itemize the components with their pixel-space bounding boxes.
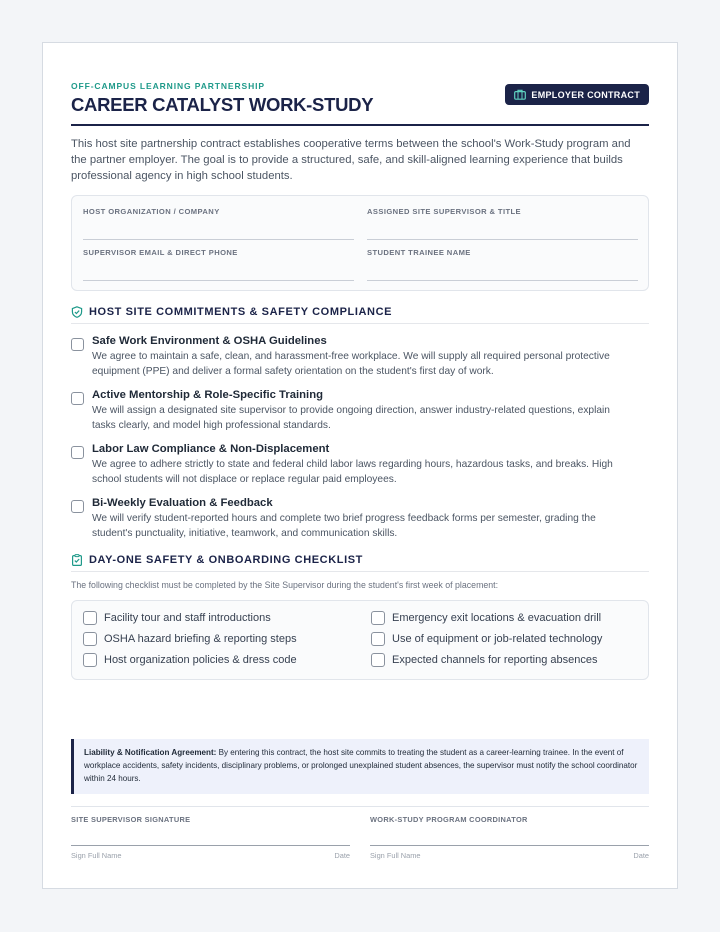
supervisor-signature-block[interactable]	[71, 815, 350, 860]
title-rule	[71, 124, 649, 126]
date-label: Date	[334, 851, 350, 860]
commitment-title: Safe Work Environment & OSHA Guidelines	[92, 335, 327, 347]
field-line	[83, 239, 354, 240]
commitment-description: We agree to adhere strictly to state and federal child labor laws regarding hours, hazardous tasks, and breaks. High school students will not displace or replace regular paid employees.	[92, 459, 613, 485]
page-title: CAREER CATALYST WORK-STUDY	[71, 94, 374, 115]
commitment-title: Bi-Weekly Evaluation & Feedback	[92, 497, 273, 509]
checklist-item[interactable]	[371, 611, 601, 625]
checklist-item[interactable]	[83, 611, 271, 625]
field-label: ASSIGNED SITE SUPERVISOR & TITLE	[367, 207, 522, 216]
signature-sublabels	[370, 851, 649, 860]
commitment-checkbox[interactable]	[71, 446, 84, 459]
liability-lead: Liability & Notification Agreement:	[84, 748, 217, 757]
commitment-checkbox[interactable]	[71, 500, 84, 513]
contact-fields-panel	[71, 195, 649, 291]
checklist-item[interactable]	[371, 653, 597, 667]
checklist-item[interactable]	[83, 632, 297, 646]
field-label: SUPERVISOR EMAIL & DIRECT PHONE	[83, 248, 238, 257]
checklist-checkbox[interactable]	[83, 611, 97, 625]
signature-line	[71, 845, 350, 846]
signature-label: WORK-STUDY PROGRAM COORDINATOR	[370, 815, 528, 824]
checklist-item[interactable]	[83, 653, 297, 667]
commitment-description: We will assign a designated site supervisor to provide ongoing direction, answer industry-related questions, explain tasks clearly, and model high professional standards.	[92, 405, 610, 431]
sign-name-label: Sign Full Name	[71, 851, 122, 860]
supervisor-contact-field[interactable]	[83, 248, 354, 257]
field-line	[367, 280, 638, 281]
field-label: HOST ORGANIZATION / COMPANY	[83, 207, 220, 216]
checklist-label: Host organization policies & dress code	[104, 654, 297, 666]
commitment-description: We agree to maintain a safe, clean, and harassment-free workplace. We will supply all required personal protective equipment (PPE) and deliver a formal safety orientation on the student's first day of work.	[92, 351, 610, 377]
section-title: HOST SITE COMMITMENTS & SAFETY COMPLIANCE	[89, 306, 393, 318]
briefcase-icon	[514, 89, 526, 100]
commitment-checkbox[interactable]	[71, 392, 84, 405]
field-line	[83, 280, 354, 281]
checklist-label: OSHA hazard briefing & reporting steps	[104, 633, 297, 645]
shield-check-icon	[71, 306, 83, 318]
coordinator-signature-block[interactable]	[370, 815, 649, 860]
onboarding-checklist	[71, 600, 649, 680]
section-divider	[71, 323, 649, 324]
commitment-description: We will verify student-reported hours and complete two brief progress feedback forms per semester, grading the student's punctuality, initiative, teamwork, and communication skills.	[92, 513, 596, 539]
host-organization-field[interactable]	[83, 207, 354, 216]
intro-paragraph: This host site partnership contract establishes cooperative terms between the school's Work-Study program and the partner employer. The goal is to provide a structured, safe, and skill-aligned learning experience that builds professional agency in high school students.	[71, 138, 631, 182]
commitments-heading	[71, 306, 649, 318]
signature-divider	[71, 806, 649, 807]
liability-text: By entering this contract, the host site commits to treating the student as a career-learning trainee. In the event of workplace accidents, safety incidents, disciplinary problems, or prolonged unexplained student absences, the supervisor must notify the school coordinator within 24 hours.	[84, 748, 638, 783]
checklist-checkbox[interactable]	[83, 632, 97, 646]
site-supervisor-field[interactable]	[367, 207, 638, 216]
checklist-item[interactable]	[371, 632, 602, 646]
contract-type-badge	[505, 84, 649, 105]
checklist-heading	[71, 554, 649, 566]
contract-page	[42, 42, 678, 889]
signature-sublabels	[71, 851, 350, 860]
checklist-checkbox[interactable]	[371, 611, 385, 625]
signature-line	[370, 845, 649, 846]
checklist-label: Expected channels for reporting absences	[392, 654, 598, 666]
commitment-checkbox[interactable]	[71, 338, 84, 351]
checklist-label: Emergency exit locations & evacuation drill	[392, 612, 602, 624]
badge-label: EMPLOYER CONTRACT	[531, 89, 640, 100]
signature-label: SITE SUPERVISOR SIGNATURE	[71, 815, 191, 824]
liability-notice	[71, 739, 649, 794]
checklist-label: Use of equipment or job-related technology	[392, 633, 603, 645]
checklist-checkbox[interactable]	[371, 653, 385, 667]
checklist-label: Facility tour and staff introductions	[104, 612, 271, 624]
commitment-title: Labor Law Compliance & Non-Displacement	[92, 443, 330, 455]
checklist-note: The following checklist must be completed by the Site Supervisor during the student's first week of placement:	[71, 580, 499, 590]
checklist-checkbox[interactable]	[83, 653, 97, 667]
section-title: DAY-ONE SAFETY & ONBOARDING CHECKLIST	[89, 554, 364, 566]
commitment-title: Active Mentorship & Role-Specific Training	[92, 389, 323, 401]
eyebrow-label: OFF-CAMPUS LEARNING PARTNERSHIP	[71, 81, 265, 91]
field-label: STUDENT TRAINEE NAME	[367, 248, 471, 257]
clipboard-check-icon	[71, 554, 83, 566]
checklist-checkbox[interactable]	[371, 632, 385, 646]
section-divider	[71, 571, 649, 572]
sign-name-label: Sign Full Name	[370, 851, 421, 860]
date-label: Date	[633, 851, 649, 860]
student-name-field[interactable]	[367, 248, 638, 257]
field-line	[367, 239, 638, 240]
